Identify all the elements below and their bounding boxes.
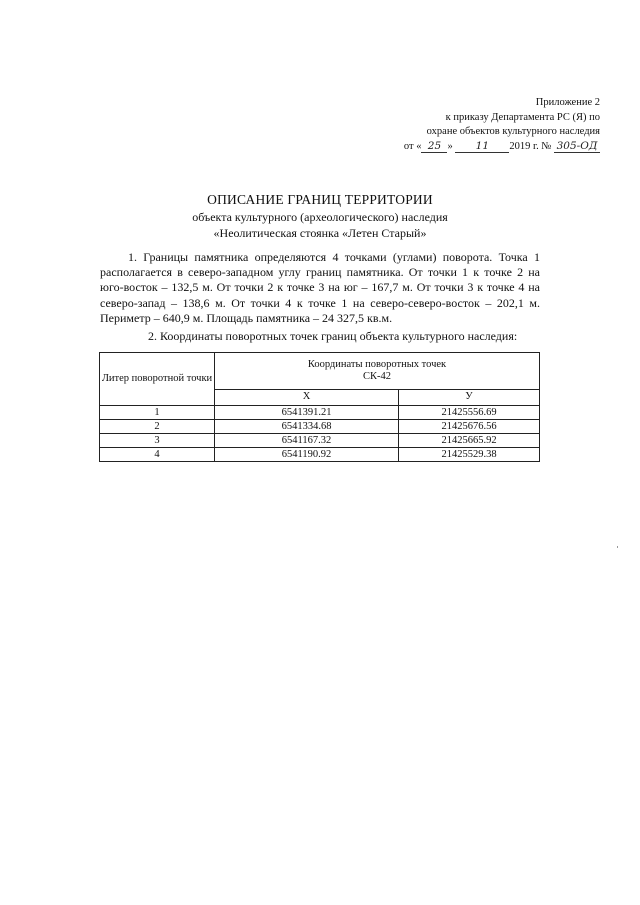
point-cell: 4 — [100, 448, 215, 462]
date-prefix: от « — [403, 140, 422, 152]
y-cell: 21425676.56 — [399, 420, 540, 434]
appendix-line-1: Приложение 2 — [535, 97, 600, 108]
handwritten-month: 11 — [455, 141, 509, 153]
header-y: У — [399, 389, 540, 405]
table-row — [100, 420, 540, 434]
date-mid: » — [447, 140, 453, 152]
x-cell: 6541190.92 — [215, 448, 399, 462]
document-title: ОПИСАНИЕ ГРАНИЦ ТЕРРИТОРИИ — [207, 192, 433, 207]
point-cell: 2 — [100, 420, 215, 434]
x-cell: 6541167.32 — [215, 434, 399, 448]
x-cell: 6541334.68 — [215, 420, 399, 434]
boundary-description-paragraph: 1. Границы памятника определяются 4 точками (углами) поворота. Точка 1 располагается в северо-западном углу границ памятника. От точки 1 к точке 2 на юго-восток – 132,5 м. От точки 2 к точке 3 на юг – 167,7 м. От точки 3 к точке 4 на северо-запад – 138,6 м. От точки 4 к точке 1 на северо-северо-восток – 202,1 м. Периметр – 640,9 м. Площадь памятника – 24 327,5 кв.м. — [100, 250, 540, 325]
header-coordinates — [215, 353, 540, 390]
x-cell: 6541391.21 — [215, 406, 399, 420]
scan-speck — [617, 546, 618, 548]
appendix-header — [404, 96, 600, 154]
document-subtitle-line-2: «Неолитическая стоянка «Летен Старый» — [213, 226, 427, 240]
appendix-line-2: к приказу Департамента РС (Я) по — [445, 111, 600, 123]
y-cell: 21425529.38 — [399, 448, 540, 462]
point-cell: 3 — [100, 434, 215, 448]
table-row — [100, 406, 540, 420]
handwritten-order-number: 305-ОД — [554, 141, 600, 153]
document-subtitle-line-1: объекта культурного (археологического) наследия — [192, 210, 448, 224]
y-cell: 21425556.69 — [399, 406, 540, 420]
handwritten-day: 25 — [421, 141, 447, 153]
coordinates-intro-paragraph: 2. Координаты поворотных точек границ объекта культурного наследия: — [148, 329, 518, 344]
table-row — [100, 448, 540, 462]
document-body — [100, 250, 540, 344]
header-liter: Литер поворотной точки — [100, 353, 215, 406]
y-cell: 21425665.92 — [399, 434, 540, 448]
header-x: X — [215, 389, 399, 405]
table-row — [100, 434, 540, 448]
document-title-block — [0, 191, 640, 241]
year-and-number-label: 2019 г. № — [509, 140, 552, 152]
header-coordinates-line-2: СК-42 — [362, 370, 391, 382]
header-coordinates-line-1: Координаты поворотных точек — [307, 358, 447, 370]
coordinates-table — [99, 352, 540, 462]
appendix-line-3: охране объектов культурного наследия — [426, 126, 600, 137]
point-cell: 1 — [100, 406, 215, 420]
order-date-line — [404, 140, 600, 155]
